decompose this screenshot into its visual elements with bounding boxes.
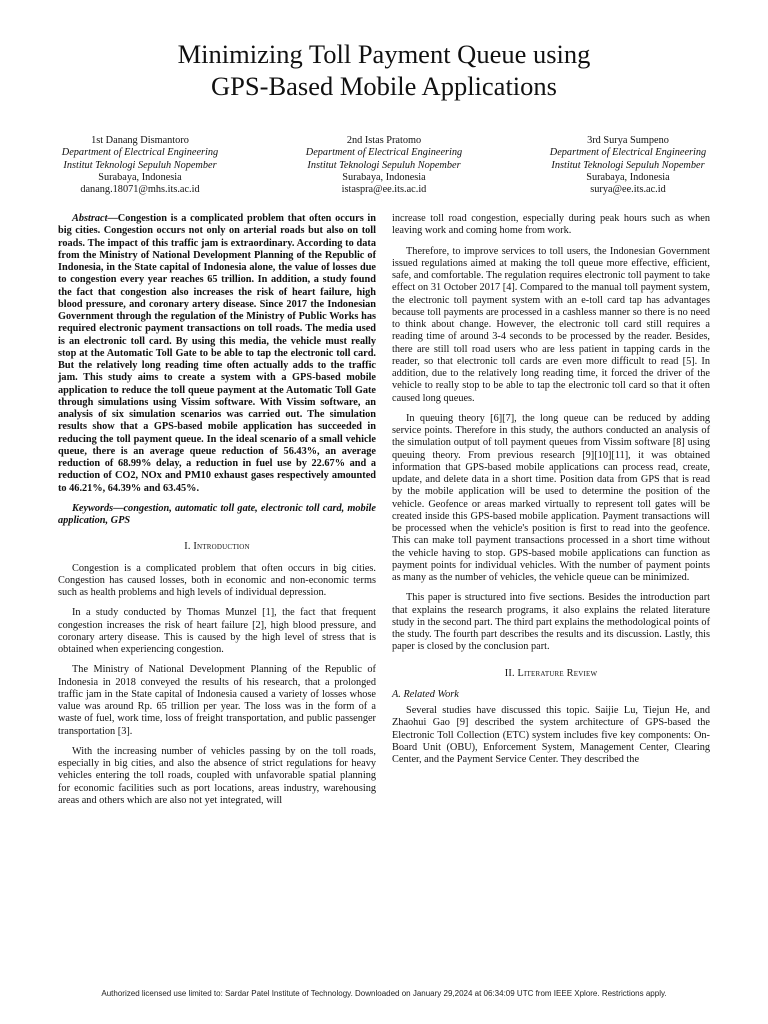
- abstract-label: Abstract: [72, 213, 108, 224]
- related-work-paragraph: Several studies have discussed this topic. Saijie Lu, Tiejun He, and Zhaohui Gao [9] described the system architecture of GPS-based the Electronic Toll Collection (ETC) system includes five key components: On-Board Unit (OBU), Enforcement System, Management Center, Clearing Center, and the Payment Service Center. They described the: [392, 705, 710, 765]
- author-3: [508, 135, 748, 196]
- keywords: Keywords—congestion, automatic toll gate, electronic toll card, mobile application, GPS: [58, 502, 376, 526]
- author-1: [20, 135, 260, 196]
- author-city: Surabaya, Indonesia: [586, 171, 670, 183]
- title-line-1: Minimizing Toll Payment Queue using: [177, 39, 591, 69]
- intro-paragraph: The Ministry of National Development Planning of the Republic of Indonesia in 2018 conveyed the results of his research, that a prolonged traffic jam in the State capital of Indonesia caused a variety of losses whose value was around Rp. 65 trillion per year. The loss was in the form of a waste of fuel, work time, loss of freight transportation, and public passenger transportation [3].: [58, 664, 376, 737]
- author-city: Surabaya, Indonesia: [98, 171, 182, 183]
- title-line-2: GPS-Based Mobile Applications: [211, 71, 557, 101]
- section-heading-introduction: I. Introduction: [184, 541, 250, 553]
- author-email: danang.18071@mhs.its.ac.id: [80, 184, 200, 196]
- paper-title: [0, 38, 768, 102]
- author-institution: Institut Teknologi Sepuluh Nopember: [551, 159, 705, 171]
- author-name: 1st Danang Dismantoro: [91, 135, 189, 146]
- author-email: istaspra@ee.its.ac.id: [341, 184, 427, 196]
- author-2: [264, 135, 504, 196]
- license-footer: Authorized licensed use limited to: Sardar Patel Institute of Technology. Downloaded on January 29,2024 at 06:34:09 UTC from IEEE Xplore. Restrictions apply.: [101, 989, 667, 998]
- abstract: [58, 213, 376, 495]
- intro-paragraph: In a study conducted by Thomas Munzel [1], the fact that frequent congestion increases the risk of heart failure [2], high blood pressure, and coronary artery disease. This is caused by the high level of stress that is obtained when experiencing congestion.: [58, 607, 376, 655]
- continued-paragraph: increase toll road congestion, especially during peak hours such as when leaving work and coming home from work.: [392, 213, 710, 237]
- author-department: Department of Electrical Engineering: [61, 147, 219, 159]
- author-institution: Institut Teknologi Sepuluh Nopember: [63, 159, 217, 171]
- author-institution: Institut Teknologi Sepuluh Nopember: [307, 159, 461, 171]
- intro-paragraph: Congestion is a complicated problem that often occurs in big cities. Congestion has caused losses, both in economic and non-economic terms such as health problems and high levels of individual depression.: [58, 562, 376, 598]
- author-email: surya@ee.its.ac.id: [590, 184, 666, 196]
- author-block: [20, 135, 748, 196]
- subsection-heading-related-work: A. Related Work: [392, 688, 459, 700]
- intro-paragraph: With the increasing number of vehicles passing by on the toll roads, especially in big cities, and also the absence of strict regulations for heavy vehicles entering the toll roads, coupled with unfavorable spatial planning for economic facilities such as port locations, areas industry, warehousing areas and others which are also not yet integrated, will: [58, 745, 376, 806]
- body-paragraph: This paper is structured into five sections. Besides the introduction part that explains the research programs, it also explains the related literature study in the second part. The third part explains the methodological points of the study. The fourth part describes the results and its discussion. Lastly, this paper is closed by the conclusion part.: [392, 592, 710, 653]
- body-paragraph: In queuing theory [6][7], the long queue can be reduced by adding service points. Therefore in this study, the authors conducted an analysis of the simulation output of toll payment queues from Vissim software [8] using queuing theory. From previous research [9][10][11], it was obtained information that GPS-based mobile applications can process read, create, update, and delete data in a short time. Position data from GPS that is read by the mobile application will be used to determine the position of the vehicle. Geofence or areas marked virtually to represent toll gates will be created inside this GPS-based mobile application. Payment transactions will be processed when the vehicle's position is first to read into the geofence. This can make toll payment transactions processed in a short time without the vehicle having to stop. GPS-based mobile applications can function as payment points for individual vehicles. With the number of payment points as many as the number of vehicles, the vehicle queue can be minimized.: [392, 412, 710, 583]
- author-name: 2nd Istas Pratomo: [346, 135, 422, 146]
- abstract-text: —Congestion is a complicated problem that often occurs in big cities. Congestion occurs not only on arterial roads but also on toll roads. The impact of this traffic jam is extraordinary. According to data from the Ministry of National Development Planning of the Republic of Indonesia, in the State capital of Indonesia alone, the value of losses due to congestion every year reaches 65 trillion. In addition, a study found the fact that congestion also increases the risk of heart failure, high blood pressure, and coronary artery disease. Since 2017 the Indonesian Government through the regulation of the Ministry of Public Works has required electronic payment transactions on toll roads. The media used is an electronic toll card. By using this media, the vehicle must really stop at the Automatic Toll Gate to be able to tap the electronic toll card. But the relatively long reading time often actually adds to the traffic jam. This study aims to create a system with a GPS-based mobile application to reduce the toll queue payment at the Automatic Toll Gate through simulations using Vissim software. With Vissim software, an analysis of six simulation scenarios was carried out. The simulation results show that a GPS-based mobile application has succeeded in reducing the toll payment queue. In the ideal scenario of a small vehicle queue, there is an average queue reduction of 56.43%, an average reduction of 68.99% delay, a reduction in fuel use by 22.67% and a reduction of CO2, NOx and PM10 exhaust gases respectively amounted to 46.21%, 64.39% and 63.45%.: [58, 213, 376, 494]
- section-heading-literature-review: II. Literature Review: [504, 667, 598, 679]
- author-name: 3rd Surya Sumpeno: [587, 135, 669, 146]
- author-department: Department of Electrical Engineering: [549, 147, 707, 159]
- left-column: [58, 213, 376, 807]
- author-city: Surabaya, Indonesia: [342, 171, 426, 183]
- author-department: Department of Electrical Engineering: [305, 147, 463, 159]
- right-column: [392, 213, 710, 766]
- body-paragraph: Therefore, to improve services to toll users, the Indonesian Government issued regulations aimed at making the toll queue more effective, efficient, safe, and comfortable. The regulation requires electronic toll payment to take effect on 31 October 2017 [4]. Compared to the manual toll payment system, the electronic toll payment system with an e-toll card tap has advantages because toll payments are processed in a cashless manner so there is no need to think about change. However, the electronic toll card still requires a reading time of around 3-4 seconds to be processed by the reader. Besides, there are still toll road users who are less patient in tapping cards in the reader, so that electronic toll cards are even more difficult to read [5]. In addition, due to the relatively long reading time, it forced the driver of the vehicle to really stop to be able to tap the electronic toll card so that it often caused long queues.: [392, 245, 710, 404]
